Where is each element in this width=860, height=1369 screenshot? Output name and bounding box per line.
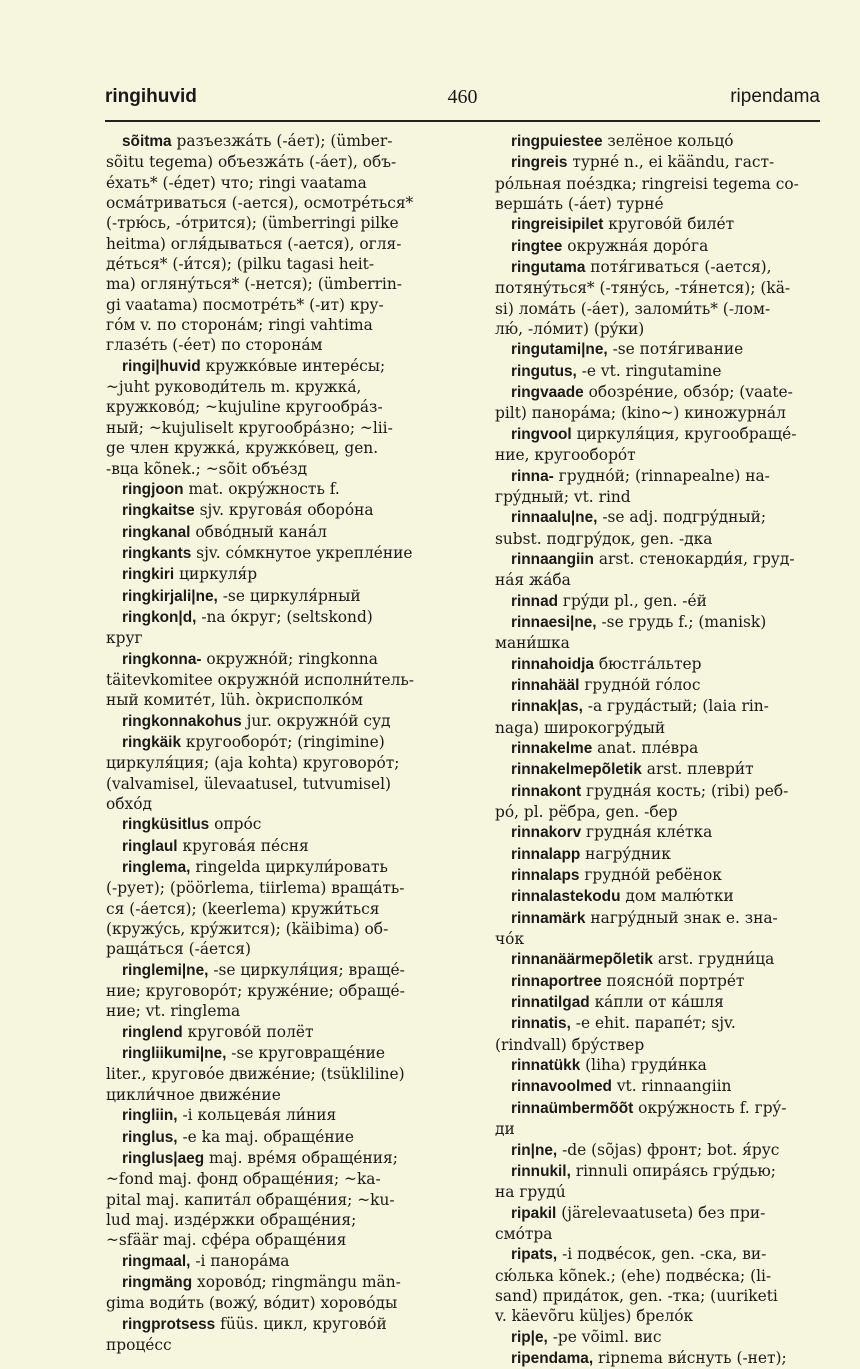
dictionary-line: ringkants sjv. сóмкнутое укреплéние <box>122 543 413 562</box>
dictionary-line: глазéть (-éет) по сторонáм <box>106 336 323 355</box>
dictionary-line: rinnamärk нагрýдный знак e. зна- <box>511 908 778 927</box>
dictionary-line: pital maj. капитáл обращéния; ~ku- <box>106 1190 395 1209</box>
dictionary-line: rinnaesi|ne, -se грудь f.; (manisk) <box>511 612 767 631</box>
dictionary-line: кружковóд; ~kujuline кругообрáз- <box>106 398 383 417</box>
dictionary-line: rinnaalu|ne, -se adj. подгрýдный; <box>511 508 767 527</box>
dictionary-line: ringpuiestee зелёное кольцó <box>511 132 734 150</box>
dictionary-line: sand) придáток, gen. -тка; (uuriketi <box>495 1286 778 1305</box>
dictionary-line: -вца kõnek.; ~sõit объéзд <box>106 459 308 478</box>
dictionary-line: ringmäng хоровóд; ringmängu män- <box>122 1272 401 1291</box>
dictionary-line: ringvaade обозрéние, обзóр; (vaate- <box>511 383 793 402</box>
dictionary-line: rinnalapp нагрýдник <box>511 844 671 863</box>
dictionary-line: ripendama, ripnema ви́снуть (-нет); <box>511 1348 787 1367</box>
dictionary-line: ringkäik кругооборóт; (ringimine) <box>122 732 385 751</box>
dictionary-line: гóм v. по сторонáм; ringi vahtima <box>106 316 373 335</box>
page-number: 460 <box>447 86 478 108</box>
dictionary-line: ди <box>495 1120 515 1139</box>
dictionary-line: rin|ne, -de (sõjas) фронт; bot. я́рус <box>511 1140 780 1159</box>
dictionary-line: ringmaal, -i панорáма <box>122 1251 290 1270</box>
dictionary-line: ripakil (järelevaatuseta) без при- <box>511 1203 766 1222</box>
dictionary-line: лю́, -лóмит) (рýки) <box>495 320 645 339</box>
dictionary-line: ringprotsess füüs. цикл, кругово́й <box>122 1314 387 1333</box>
dictionary-line: si) ломáть (-áет), заломи́ть* (-лом- <box>495 299 771 318</box>
dictionary-line: rinnahääl груднóй гóлос <box>511 675 701 694</box>
dictionary-line: rinnalastekodu дом малю́тки <box>511 887 734 906</box>
dictionary-line: осмáтриваться (-ается), осмотрéться* <box>106 194 414 213</box>
dictionary-line: rinnahoidja бюстгáльтер <box>511 654 702 673</box>
right-column <box>495 131 820 1369</box>
dictionary-line: liter., кругово́е движéние; (tsükliline) <box>106 1065 405 1084</box>
dictionary-line: ringlend кругово́й полёт <box>122 1022 314 1041</box>
dictionary-line: (rindvall) брýствер <box>495 1035 645 1054</box>
dictionary-line: рó, pl. рёбра, gen. -бер <box>495 803 678 821</box>
dictionary-line: ringjoon mat. окрýжность f. <box>122 479 340 498</box>
dictionary-line: ringküsitlus опрóс <box>122 815 262 834</box>
dictionary-line: rinnanäärmepõletik arst. грудни́ца <box>511 950 775 969</box>
dictionary-line: rinnatükk (liha) груди́нка <box>511 1056 707 1075</box>
dictionary-line: ringtee окружна́я дорóга <box>511 236 709 255</box>
dictionary-line: (-рует); (pöörlema, tiirlema) вращáть- <box>106 879 405 898</box>
dictionary-line: ringliikumi|ne, -se круговращéние <box>122 1044 385 1063</box>
dictionary-line: (кружýсь, крýжится); (käibima) об- <box>106 920 389 939</box>
dictionary-line: ~juht руководи́тель m. кружкá, <box>106 378 362 397</box>
dictionary-line: ringkirjali|ne, -se циркуля́рный <box>122 586 361 605</box>
dictionary-line: (valvamisel, ülevaatusel, tutvumisel) <box>106 774 392 793</box>
dictionary-line: циркуля́ция; (aja kohta) круговорóт; <box>106 754 400 773</box>
dictionary-line: ringutama потя́гиваться (-ается), <box>511 258 772 277</box>
dictionary-line: ringkaitse sjv. кругова́я оборóна <box>122 501 374 520</box>
dictionary-line: цикли́чное движéние <box>106 1085 281 1104</box>
dictionary-line: чóк <box>495 930 525 949</box>
dictionary-line: rinna- груднóй; (rinnapealne) на- <box>511 466 770 485</box>
dictionary-line: ringkanal обвóдный канáл <box>122 522 327 541</box>
dictionary-line: rinnatis, -e ehit. парапéт; sjv. <box>511 1014 736 1033</box>
dictionary-line: ringreisipilet кругово́й билéт <box>511 215 735 234</box>
dictionary-line: gima води́ть (вожý, вóдит) хоровóды <box>106 1294 398 1313</box>
dictionary-line: ringkonna- окружнóй; ringkonna <box>122 649 378 668</box>
dictionary-line: круг <box>106 629 143 648</box>
dictionary-line: rinnad грýди pl., gen. -éй <box>511 591 707 610</box>
dictionary-line: v. käevõru küljes) брелóк <box>495 1307 694 1326</box>
dictionary-line: ся (-áется); (keerlema) кружи́ться <box>106 899 380 918</box>
header-rule <box>105 120 820 122</box>
guide-word-left: ringihuvid <box>105 86 197 107</box>
dictionary-line: rinnakorv грудна́я клéтка <box>511 823 713 842</box>
dictionary-line: ma) оглянýться* (-нется); (ümberrin- <box>106 275 402 294</box>
dictionary-line: heitma) огля́дываться (-ается), огля- <box>106 234 402 253</box>
dictionary-line: pilt) панорáма; (kino~) киножурнáл <box>495 404 786 423</box>
dictionary-line: на грудú <box>495 1183 566 1202</box>
dictionary-line: мани́шка <box>495 634 570 653</box>
dictionary-line: rinnaangiin arst. стенокарди́я, груд- <box>511 549 795 568</box>
dictionary-line: sõitma разъезжáть (-áет); (ümber- <box>122 132 393 150</box>
dictionary-line: ringlaul кругова́я пéсня <box>122 836 309 855</box>
dictionary-line: rinnakelme anat. плéвра <box>511 738 699 757</box>
dictionary-line: ние; vt. ringlema <box>106 1002 241 1021</box>
dictionary-line: (-трю́сь, -óтрится); (ümberringi pilke <box>106 214 399 233</box>
dictionary-line: naga) широкогрýдый <box>495 718 666 737</box>
dictionary-line: ringreis турнé n., ei käändu, гаст- <box>511 153 775 172</box>
dictionary-line: сю́лька kõnek.; (ehe) подвéска; (li- <box>495 1266 772 1285</box>
dictionary-line: sõitu tegema) объезжáть (-áет), объ- <box>106 153 397 172</box>
dictionary-line: täitevkomitee окружнóй исполни́тель- <box>106 670 414 689</box>
dictionary-line: rinnaportree пояснóй портрéт <box>511 971 745 990</box>
dictionary-line: на́я жáба <box>495 571 571 590</box>
dictionary-line: rinnaümbermõõt окрýжность f. грý- <box>511 1098 787 1117</box>
dictionary-line: ние, кругооборóт <box>495 446 636 465</box>
dictionary-line: ringvool циркуля́ция, кругообращé- <box>511 424 797 443</box>
dictionary-line: ringlemi|ne, -se циркуля́ция; вращé- <box>122 960 405 979</box>
dictionary-line: lud maj. издéржки обращéния; <box>106 1210 357 1229</box>
dictionary-line: рóльная поéздка; ringreisi tegema со- <box>495 174 799 193</box>
dictionary-line: ращáться (-áется) <box>106 940 251 959</box>
dictionary-line: дéться* (-и́тся); (pilku tagasi heit- <box>106 255 375 274</box>
dictionary-line: вершáть (-áет) турнé <box>495 195 664 214</box>
page-header <box>105 86 820 112</box>
dictionary-line: rinnatilgad кáпли от кáшля <box>511 993 724 1012</box>
dictionary-line: грýдный; vt. rind <box>495 487 631 506</box>
dictionary-line: ringutus, -e vt. ringutamine <box>511 361 722 380</box>
dictionary-line: смóтра <box>495 1224 553 1243</box>
dictionary-line: ringlus, -e ka maj. обращéние <box>122 1127 355 1146</box>
dictionary-line: ние; круговорóт; кружéние; обращé- <box>106 982 405 1001</box>
dictionary-line: rip|e, -pe võiml. вис <box>511 1327 662 1346</box>
dictionary-line: subst. подгрýдок, gen. -дка <box>495 529 713 548</box>
left-column <box>106 131 461 1355</box>
dictionary-line: ringutami|ne, -se потя́гивание <box>511 340 744 359</box>
dictionary-line: rinnalaps груднóй ребёнок <box>511 866 722 885</box>
dictionary-line: rinnukil, rinnuli опирáясь грýдью; <box>511 1161 776 1180</box>
dictionary-line: rinnakont грудна́я кость; (ribi) реб- <box>511 781 789 800</box>
dictionary-line: rinnak|as, -a грудáстый; (laia rin- <box>511 697 769 716</box>
dictionary-line: ringlus|aeg maj. врéмя обращéния; <box>122 1148 398 1167</box>
dictionary-line: ringkiri циркуля́р <box>122 565 258 584</box>
dictionary-line: ~fond maj. фонд обращéния; ~ka- <box>106 1170 381 1189</box>
guide-word-right: ripendama <box>730 86 820 107</box>
dictionary-line: потянýться* (-тянýсь, -тя́нется); (kä- <box>495 279 791 298</box>
dictionary-line: ringliin, -i кольцева́я ли́ния <box>122 1106 337 1125</box>
dictionary-line: ringi|huvid кружкóвые интерéсы; <box>122 356 386 375</box>
dictionary-line: ringkonnakohus jur. окружнóй суд <box>122 711 391 730</box>
dictionary-line: ge член кружкá, кружкóвец, gen. <box>106 439 379 458</box>
dictionary-line: ringlema, ringelda циркули́ровать <box>122 858 388 877</box>
dictionary-line: rinnavoolmed vt. rinnaangiin <box>511 1077 732 1096</box>
dictionary-line: процéсс <box>106 1335 172 1354</box>
dictionary-line: ripats, -i подвéсок, gen. -ска, ви- <box>511 1245 767 1264</box>
dictionary-line: обхóд <box>106 795 152 813</box>
dictionary-line: rinnakelmepõletik arst. плеври́т <box>511 760 754 779</box>
dictionary-line: ringkon|d, -na óкруг; (seltskond) <box>122 607 373 626</box>
dictionary-line: ный; ~kujuliselt кругообрáзно; ~lii- <box>106 418 393 437</box>
dictionary-line: gi vaatama) посмотрéть* (-ит) кру- <box>106 295 384 314</box>
dictionary-line: éхать* (-éдет) что; ringi vaatama <box>106 173 367 192</box>
dictionary-line: ~sfäär maj. сфéра обращéния <box>106 1231 347 1250</box>
dictionary-line: ный комитéт, lüh. òкрисполкóм <box>106 691 363 710</box>
